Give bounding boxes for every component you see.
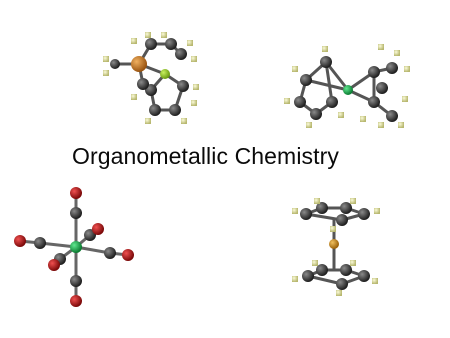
molecule-top-left-icon [95, 30, 205, 130]
slide-title: Organometallic Chemistry [72, 143, 339, 169]
molecule-bottom-right-icon [286, 198, 386, 298]
molecule-top-right-icon [282, 40, 414, 130]
molecule-bottom-left-icon [10, 183, 140, 313]
